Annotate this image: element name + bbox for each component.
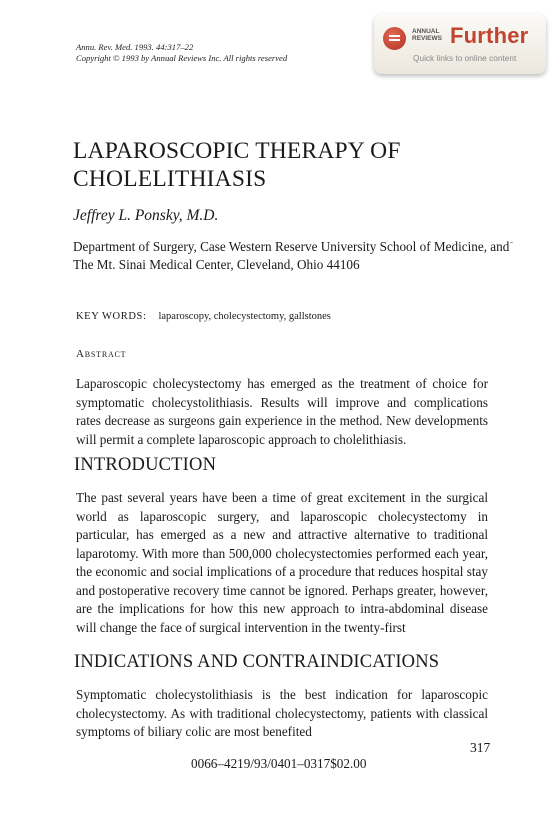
- author-affiliation: Department of Surgery, Case Western Reserve University School of Medicine, and The Mt. Sinai Medical Center, Cleveland, Ohio 44106: [73, 239, 510, 272]
- banner-tagline: Quick links to online content: [413, 53, 517, 63]
- further-banner[interactable]: [374, 14, 546, 74]
- introduction-heading: INTRODUCTION: [74, 455, 217, 475]
- keywords: [76, 311, 331, 322]
- abstract-text: Laparoscopic cholecystectomy has emerged as the treatment of choice for symptomatic cholecystolithiasis. Results will improve and complications rates decrease as surgeons gain experience in the method. New developments will permit a complete laparoscopic approach to cholelithiasis.: [76, 376, 488, 447]
- citation-line: Annu. Rev. Med. 1993. 44:317–22: [76, 42, 194, 52]
- copyright-line: Copyright © 1993 by Annual Reviews Inc. All rights reserved: [76, 53, 288, 63]
- banner-brand: ANNUAL REVIEWS: [412, 28, 442, 42]
- stray-mark: ˉ: [510, 240, 513, 250]
- introduction-text: The past several years have been a time of great excitement in the surgical world as laparoscopic surgery, and laparoscopic cholecystectomy in particular, has emerged as a new and attractive alternative to traditional laparotomy. With more than 500,000 cholecystectomies performed each year, the economic and social implications of a procedure that reduces hospital stay and postoperative recovery time cannot be ignored. Perhaps greater, however, are the implications for how this new approach to intra-abdominal disease will change the face of surgical intervention in the twenty-first: [76, 490, 488, 635]
- journal-citation: [76, 42, 287, 64]
- indications-text: Symptomatic cholecystolithiasis is the best indication for laparoscopic cholecystectomy. As with traditional cholecystectomy, patients with classical symptoms of biliary colic are most benefited: [76, 687, 488, 739]
- banner-further-label: Further: [450, 23, 529, 48]
- keywords-list: laparoscopy, cholecystectomy, gallstones: [158, 311, 331, 322]
- article-author: Jeffrey L. Ponsky, M.D.: [73, 207, 219, 224]
- article-title: LAPAROSCOPIC THERAPY OF CHOLELITHIASIS: [73, 138, 401, 192]
- indications-heading: INDICATIONS AND CONTRAINDICATIONS: [74, 652, 440, 672]
- annual-reviews-logo-icon: [383, 27, 406, 50]
- keywords-label: KEY WORDS:: [76, 311, 147, 322]
- document-code: 0066–4219/93/0401–0317$02.00: [191, 756, 367, 771]
- page-number: 317: [470, 740, 491, 755]
- abstract-heading: Abstract: [76, 348, 127, 360]
